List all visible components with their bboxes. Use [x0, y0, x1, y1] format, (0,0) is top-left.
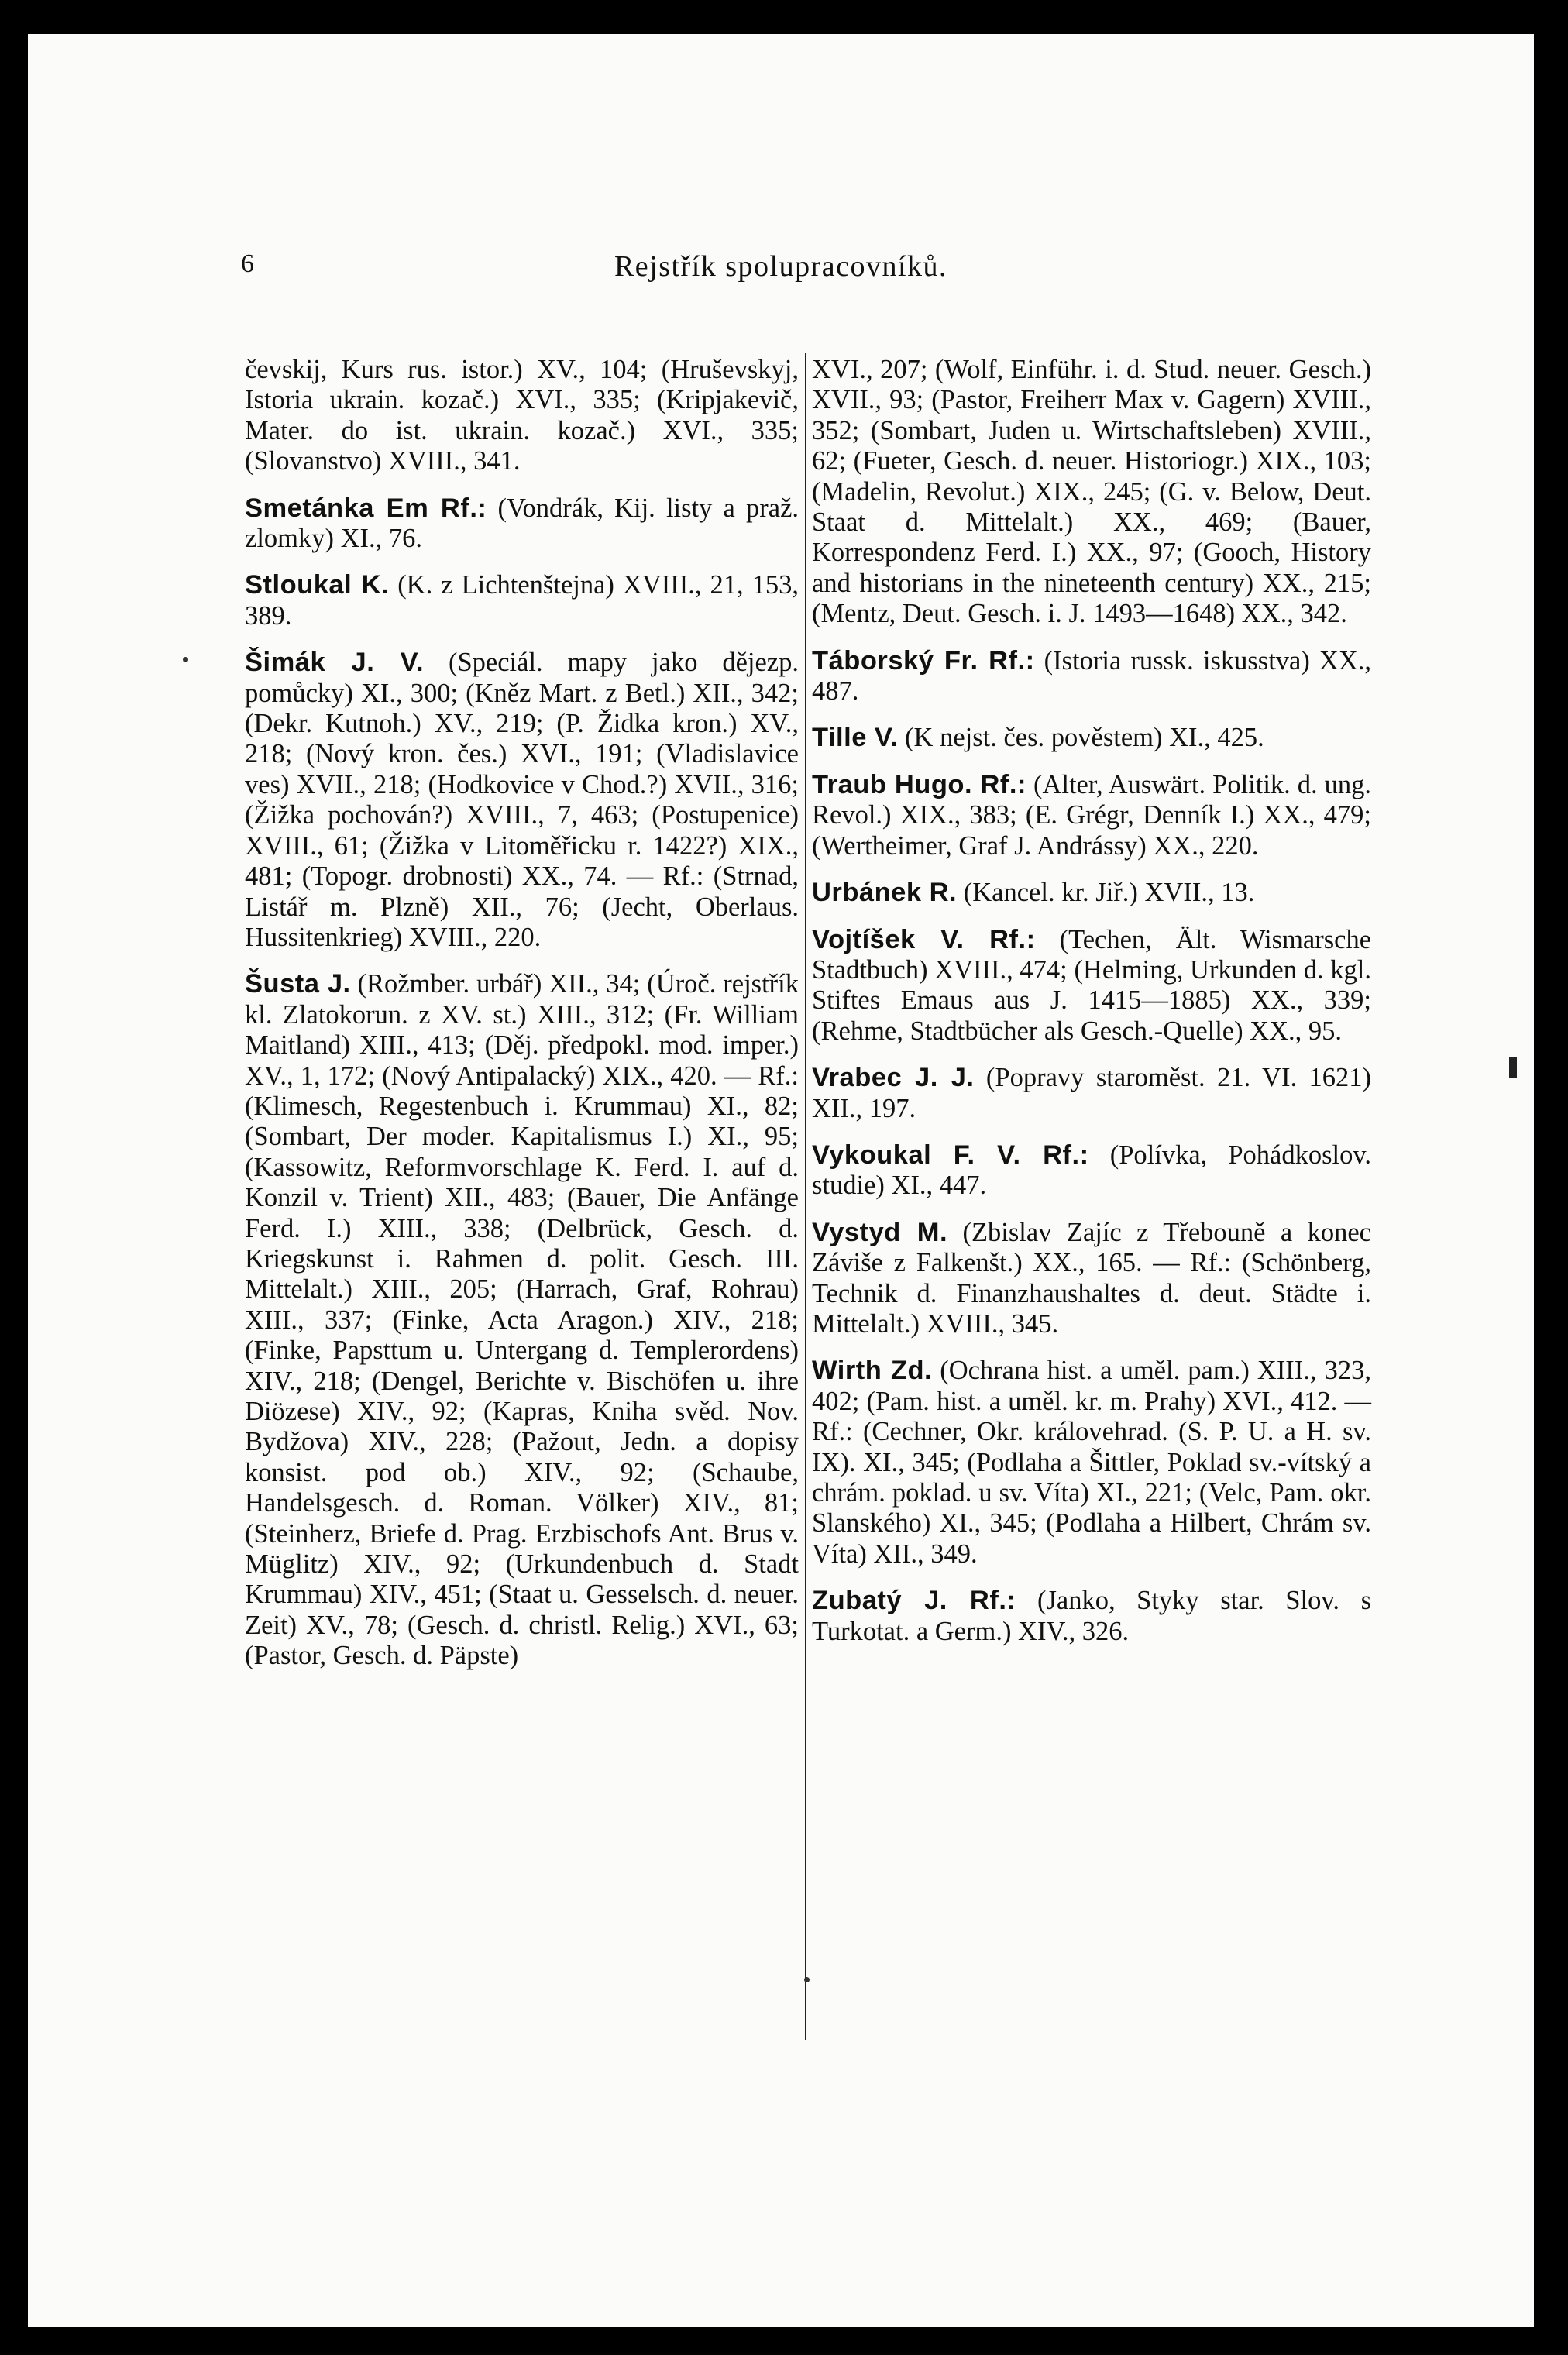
- entry-headword: Vykoukal F. V. Rf.:: [812, 1140, 1089, 1170]
- index-entry: [245, 355, 799, 477]
- column-divider: [805, 353, 806, 2040]
- entry-headword: Stloukal K.: [245, 570, 390, 600]
- index-entry: [812, 1356, 1371, 1569]
- entry-text: (Techen, Ält. Wismarsche Stadtbuch) XVIII., 474; (Helming, Urkunden d. kgl. Stiftes Emaus aus J. 1415—1885) XX., 339; (Rehme, Stadtbücher als Gesch.-Quelle) XX., 95.: [812, 924, 1372, 1046]
- index-entry: [245, 493, 799, 555]
- index-entry: [812, 770, 1371, 861]
- index-entry: [812, 1140, 1371, 1202]
- index-entry: [812, 1063, 1371, 1124]
- entry-headword: Šusta J.: [245, 969, 351, 999]
- entry-headword: Vojtíšek V. Rf.:: [812, 924, 1036, 954]
- entry-text: (Kancel. kr. Jiř.) XVII., 13.: [957, 878, 1255, 908]
- entry-text: (Istoria russk. iskusstva) XX., 487.: [812, 645, 1371, 706]
- entry-headword: Táborský Fr. Rf.:: [812, 645, 1035, 676]
- entry-headword: Traub Hugo. Rf.:: [812, 769, 1026, 799]
- entry-text: (Alter, Auswärt. Politik. d. ung. Revol.) XIX., 383; (E. Grégr, Denník I.) XX., 479; (Wertheimer, Graf J. Andrássy) XX., 220.: [812, 769, 1371, 861]
- entry-text: (Vondrák, Kij. listy a praž. zlomky) XI., 76.: [245, 493, 799, 554]
- index-entry: [245, 648, 799, 953]
- index-entry: [812, 1586, 1371, 1647]
- index-entry: [245, 969, 799, 1671]
- left-column: [245, 355, 799, 1688]
- entry-text: (Zbislav Zajíc z Třebouně a konec Záviše z Falkenšt.) XX., 165. — Rf.: (Schönberg, Technik d. Finanzhaushaltes d. deut. Städte i. Mittelalt.) XVIII., 345.: [812, 1217, 1371, 1339]
- scan-edge-mark: [1509, 1057, 1517, 1078]
- entry-text: (K. z Lichtenštejna) XVIII., 21, 153, 389.: [245, 570, 799, 631]
- entry-headword: Smetánka Em Rf.:: [245, 493, 487, 523]
- index-entry: [812, 723, 1371, 753]
- entry-text: čevskij, Kurs rus. istor.) XV., 104; (Hruševskyj, Istoria ukrain. kozač.) XVI., 335; (Kripjakevič, Mater. do ist. ukrain. kozač.) XVI., 335; (Slovanstvo) XVIII., 341.: [245, 355, 799, 476]
- entry-text: (Rožmber. urbář) XII., 34; (Úroč. rejstřík kl. Zlatokorun. z XV. st.) XIII., 312; (Fr. William Maitland) XIII., 413; (Děj. předpokl. mod. imper.) XV., 1, 172; (Nový Antipalacký) XIX., 420. — Rf.: (Klimesch, Regestenbuch i. Krummau) XI., 82; (Sombart, Der moder. Kapitalismus I.) XI., 95; (Kassowitz, Reformvorschlage K. Ferd. I. auf d. Konzil v. Trient) XII., 483; (Bauer, Die Anfänge Ferd. I.) XIII., 338; (Delbrück, Gesch. d. Kriegskunst i. Rahmen d. polit. Gesch. III. Mittelalt.) XIII., 205; (Harrach, Graf, Rohrau) XIII., 337; (Finke, Acta Aragon.) XIV., 218; (Finke, Papsttum u. Untergang d. Templerordens) XIV., 218; (Dengel, Berichte v. Bischöfen u. ihre Diözese) XIV., 92; (Kapras, Kniha svěd. Nov. Bydžova) XIV., 228; (Pažout, Jedn. a dopisy konsist. pod ob.) XIV., 92; (Schaube, Handelsgesch. d. Roman. Völker) XIV., 81; (Steinherz, Briefe d. Prag. Erzbischofs Ant. Brus v. Müglitz) XIV., 92; (Urkundenbuch d. Stadt Krummau) XIV., 451; (Staat u. Gesselsch. d. neuer. Zeit) XV., 78; (Gesch. d. christl. Relig.) XVI., 63; (Pastor, Gesch. d. Päpste): [245, 969, 799, 1671]
- entry-text: XVI., 207; (Wolf, Einführ. i. d. Stud. neuer. Gesch.) XVII., 93; (Pastor, Freiherr Max v. Gagern) XVIII., 352; (Sombart, Juden u. Wirtschaftsleben) XVIII., 62; (Fueter, Gesch. d. neuer. Historiogr.) XIX., 103; (Madelin, Revolut.) XIX., 245; (G. v. Below, Deut. Staat d. Mittelalt.) XX., 469; (Bauer, Korrespondenz Ferd. I.) XX., 97; (Gooch, History and historians in the nineteenth century) XX., 215; (Mentz, Deut. Gesch. i. J. 1493—1648) XX., 342.: [812, 355, 1371, 629]
- entry-text: (Polívka, Pohádkoslov. studie) XI., 447.: [812, 1140, 1371, 1201]
- entry-text: (Speciál. mapy jako dějezp. pomůcky) XI., 300; (Kněz Mart. z Betl.) XII., 342; (Dekr. Kutnoh.) XV., 219; (P. Židka kron.) XV., 218; (Nový kron. čes.) XVI., 191; (Vladislavice ves) XVII., 218; (Hodkovice v Chod.?) XVII., 316; (Žižka pochován?) XVIII., 7, 463; (Postupenice) XVIII., 61; (Žižka v Litoměřicku r. 1422?) XIX., 481; (Topogr. drobnosti) XX., 74. — Rf.: (Strnad, Listář m. Plzně) XII., 76; (Jecht, Oberlaus. Hussitenkrieg) XVIII., 220.: [245, 648, 799, 952]
- index-entry: [812, 355, 1371, 630]
- entry-headword: Vrabec J. J.: [812, 1063, 975, 1093]
- scanned-page: [28, 34, 1534, 2327]
- right-column: [812, 355, 1371, 1663]
- entry-headword: Urbánek R.: [812, 878, 958, 908]
- entry-text: (Ochrana hist. a uměl. pam.) XIII., 323, 402; (Pam. hist. a uměl. kr. m. Prahy) XVI., 412. — Rf.: (Cechner, Okr. královehrad. (S. P. U. a H. sv. IX). XI., 345; (Podlaha a Šittler, Poklad sv.-vítský a chrám. poklad. u sv. Víta) XI., 221; (Velc, Pam. okr. Slanského) XI., 345; (Podlaha a Hilbert, Chrám sv. Víta) XII., 349.: [812, 1356, 1371, 1569]
- entry-headword: Wirth Zd.: [812, 1356, 933, 1386]
- page-number: 6: [241, 249, 255, 278]
- page-header: [28, 249, 1534, 296]
- running-title: Rejstřík spolupracovníků.: [614, 250, 948, 283]
- index-entry: [812, 878, 1371, 908]
- entry-text: (Popravy staroměst. 21. VI. 1621) XII., 197.: [812, 1063, 1371, 1123]
- index-entry: [812, 646, 1371, 707]
- entry-headword: Zubatý J. Rf.:: [812, 1586, 1016, 1616]
- index-entry: [245, 570, 799, 631]
- entry-text: (K nejst. čes. pověstem) XI., 425.: [898, 723, 1264, 753]
- entry-headword: Šimák J. V.: [245, 648, 425, 678]
- entry-headword: Tille V.: [812, 723, 899, 753]
- index-entry: [812, 925, 1371, 1047]
- index-entry: [812, 1218, 1371, 1340]
- scan-speck: [804, 1977, 810, 1982]
- entry-text: (Janko, Styky star. Slov. s Turkotat. a Germ.) XIV., 326.: [812, 1586, 1371, 1646]
- scan-speck: [183, 657, 188, 662]
- entry-headword: Vystyd M.: [812, 1217, 948, 1247]
